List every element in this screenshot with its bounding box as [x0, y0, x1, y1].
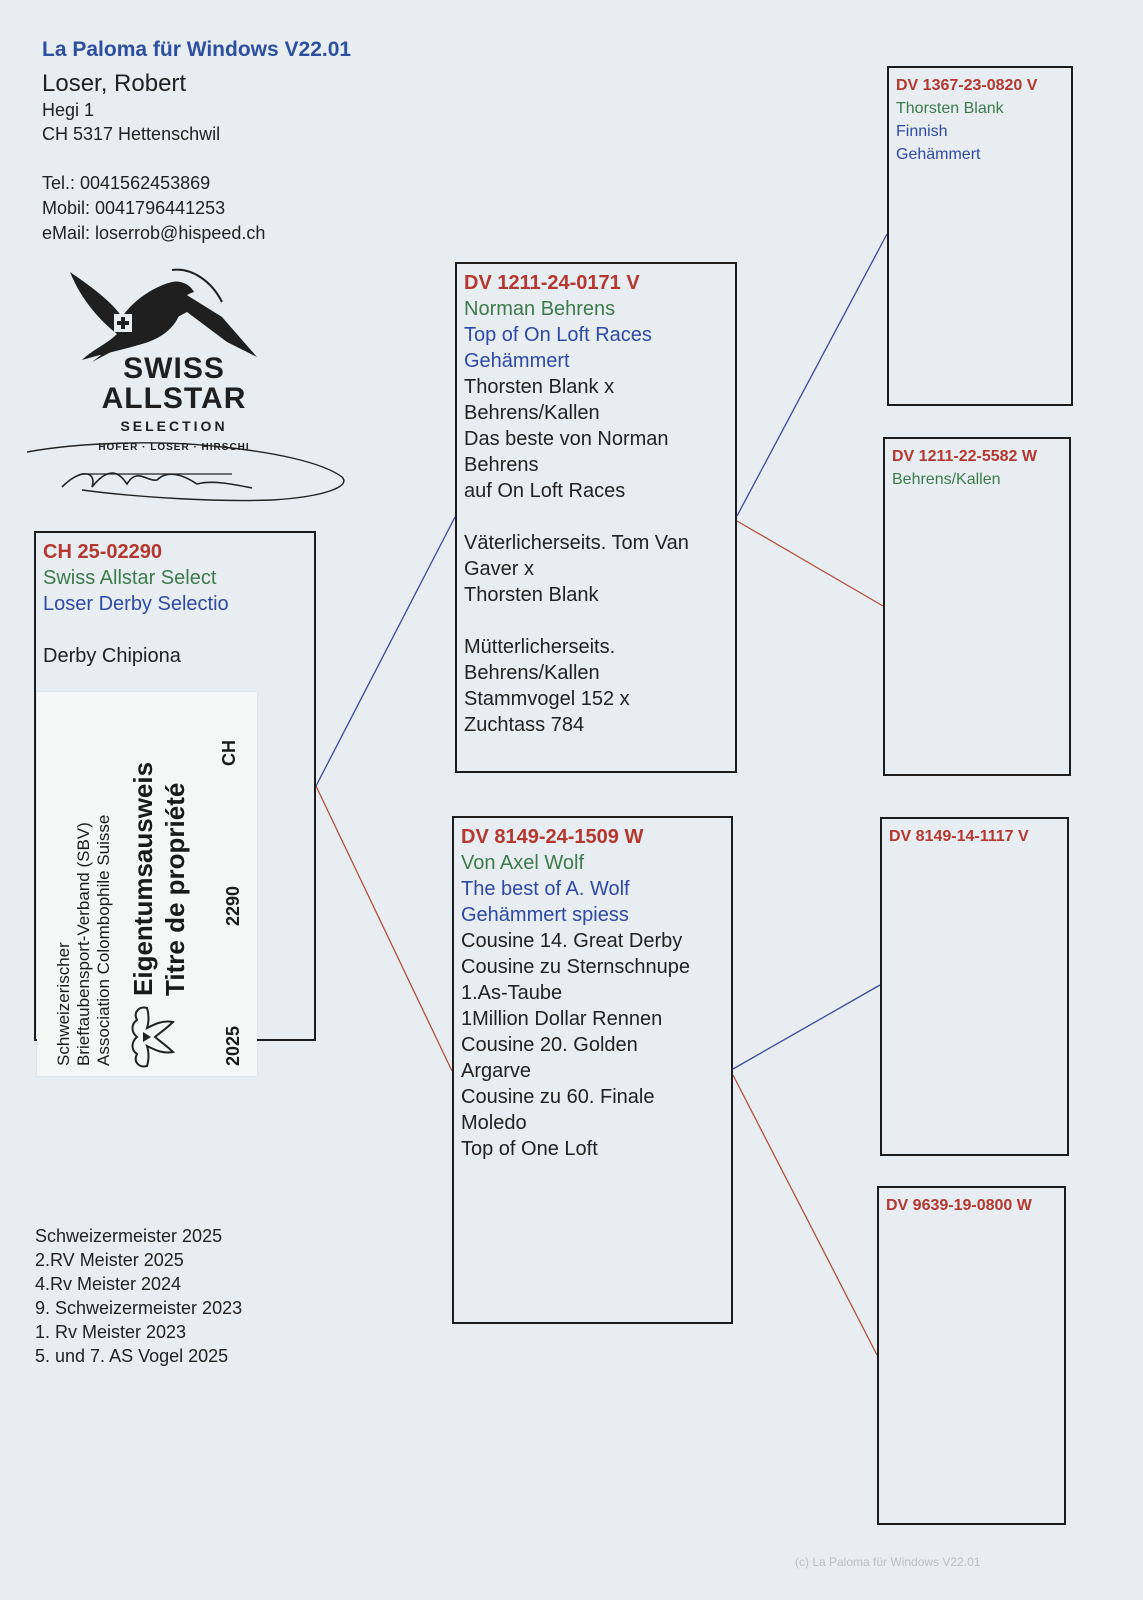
logo-line-swiss: SWISS	[123, 352, 225, 385]
dam-note: 1.As-Taube	[461, 982, 563, 1004]
card-line-1: Schweizerischer	[54, 942, 73, 1066]
sire-sire-ring: DV 1367-23-0820 V	[896, 77, 1038, 94]
owner-name: Loser, Robert	[42, 70, 187, 97]
sire-note: auf On Loft Races	[464, 480, 626, 502]
sire-sire-name: Finnish	[896, 123, 948, 140]
sire-note: Behrens/Kallen	[464, 662, 600, 684]
achievement-item: 2.RV Meister 2025	[35, 1250, 184, 1270]
sire-note: Thorsten Blank	[464, 584, 599, 606]
sire-note: Zuchtass 784	[464, 714, 585, 736]
connector-sire-dam	[737, 521, 883, 606]
dam-sire-ring: DV 8149-14-1117 V	[889, 828, 1029, 845]
dam-note: Moledo	[461, 1112, 527, 1134]
sire-sire-breeder: Thorsten Blank	[896, 100, 1004, 117]
owner-mobil: Mobil: 0041796441253	[42, 198, 226, 218]
dam-note: Cousine 20. Golden	[461, 1034, 638, 1056]
swiss-allstar-logo	[22, 262, 362, 522]
dam-dam-ring: DV 9639-19-0800 W	[886, 1197, 1032, 1214]
dam-status: Gehämmert spiess	[461, 904, 629, 926]
sire-note: Thorsten Blank x	[464, 376, 615, 398]
card-line-3: Association Colombophile Suisse	[94, 814, 113, 1066]
sire-sire-box	[887, 66, 1073, 406]
footer-copyright: (c) La Paloma für Windows V22.01	[795, 1555, 981, 1569]
dam-note: Cousine 14. Great Derby	[461, 930, 683, 952]
sire-name: Top of On Loft Races	[464, 324, 652, 346]
dam-note: Cousine zu 60. Finale	[461, 1086, 655, 1108]
connector-subject-dam	[316, 786, 452, 1071]
owner-email: eMail: loserrob@hispeed.ch	[42, 223, 266, 243]
card-title-fr: Titre de propriété	[160, 782, 190, 996]
app-title: La Paloma für Windows V22.01	[42, 38, 352, 61]
sire-breeder: Norman Behrens	[464, 298, 616, 320]
achievement-item: 1. Rv Meister 2023	[35, 1322, 187, 1342]
dam-breeder: Von Axel Wolf	[461, 852, 585, 874]
sire-note: Behrens/Kallen	[464, 402, 600, 424]
achievement-item: 4.Rv Meister 2024	[35, 1274, 182, 1294]
sire-status: Gehämmert	[464, 350, 570, 372]
sire-sire-status: Gehämmert	[896, 146, 981, 163]
sire-dam-breeder: Behrens/Kallen	[892, 471, 1001, 488]
dam-name: The best of A. Wolf	[461, 878, 630, 900]
connector-subject-sire	[316, 517, 455, 786]
card-year: 2025	[223, 1025, 243, 1066]
dam-sire-box	[880, 817, 1069, 1156]
sire-note: Väterlicherseits. Tom Van	[464, 532, 689, 554]
achievements-list	[35, 1224, 242, 1368]
logo-line-selection: SELECTION	[120, 418, 228, 434]
subject-ring: CH 25-02290	[43, 541, 162, 563]
card-number: 2290	[223, 885, 243, 926]
dam-dam-box	[877, 1186, 1066, 1525]
sire-ring: DV 1211-24-0171 V	[464, 272, 640, 294]
owner-tel: Tel.: 0041562453869	[42, 173, 211, 193]
logo-line-allstar: ALLSTAR	[101, 382, 247, 415]
card-country: CH	[219, 740, 239, 766]
achievement-item: 9. Schweizermeister 2023	[35, 1298, 243, 1318]
achievement-item: Schweizermeister 2025	[35, 1226, 223, 1246]
sire-dam-ring: DV 1211-22-5582 W	[892, 448, 1037, 465]
card-line-2: Brieftaubensport-Verband (SBV)	[74, 822, 93, 1066]
sire-dam-box	[883, 437, 1071, 776]
owner-street: Hegi 1	[42, 100, 95, 120]
dam-box	[452, 816, 733, 1324]
card-title-de: Eigentumsausweis	[128, 761, 158, 996]
sire-note: Stammvogel 152 x	[464, 688, 630, 710]
connector-sire-sire	[737, 234, 887, 516]
achievement-item: 5. und 7. AS Vogel 2025	[35, 1346, 229, 1366]
subject-note: Derby Chipiona	[43, 645, 181, 667]
dam-note: Argarve	[461, 1060, 532, 1082]
ownership-card	[37, 692, 257, 1076]
connector-dam-sire	[733, 985, 880, 1069]
sire-note: Gaver x	[464, 558, 535, 580]
sire-note: Das beste von Norman	[464, 428, 669, 450]
sire-box	[455, 262, 737, 773]
dove-emblem-icon	[127, 1002, 187, 1072]
dam-note: Top of One Loft	[461, 1138, 598, 1160]
logo-line-names: HOFER · LOSER · HIRSCHI	[98, 442, 250, 453]
dam-note: Cousine zu Sternschnupe	[461, 956, 691, 978]
dam-ring: DV 8149-24-1509 W	[461, 826, 644, 848]
connector-dam-dam	[733, 1075, 877, 1355]
dam-note: 1Million Dollar Rennen	[461, 1008, 663, 1030]
sire-note: Mütterlicherseits.	[464, 636, 616, 658]
sire-note: Behrens	[464, 454, 539, 476]
subject-name: Loser Derby Selectio	[43, 593, 229, 615]
owner-city: CH 5317 Hettenschwil	[42, 124, 221, 144]
subject-breeder: Swiss Allstar Select	[43, 567, 217, 589]
